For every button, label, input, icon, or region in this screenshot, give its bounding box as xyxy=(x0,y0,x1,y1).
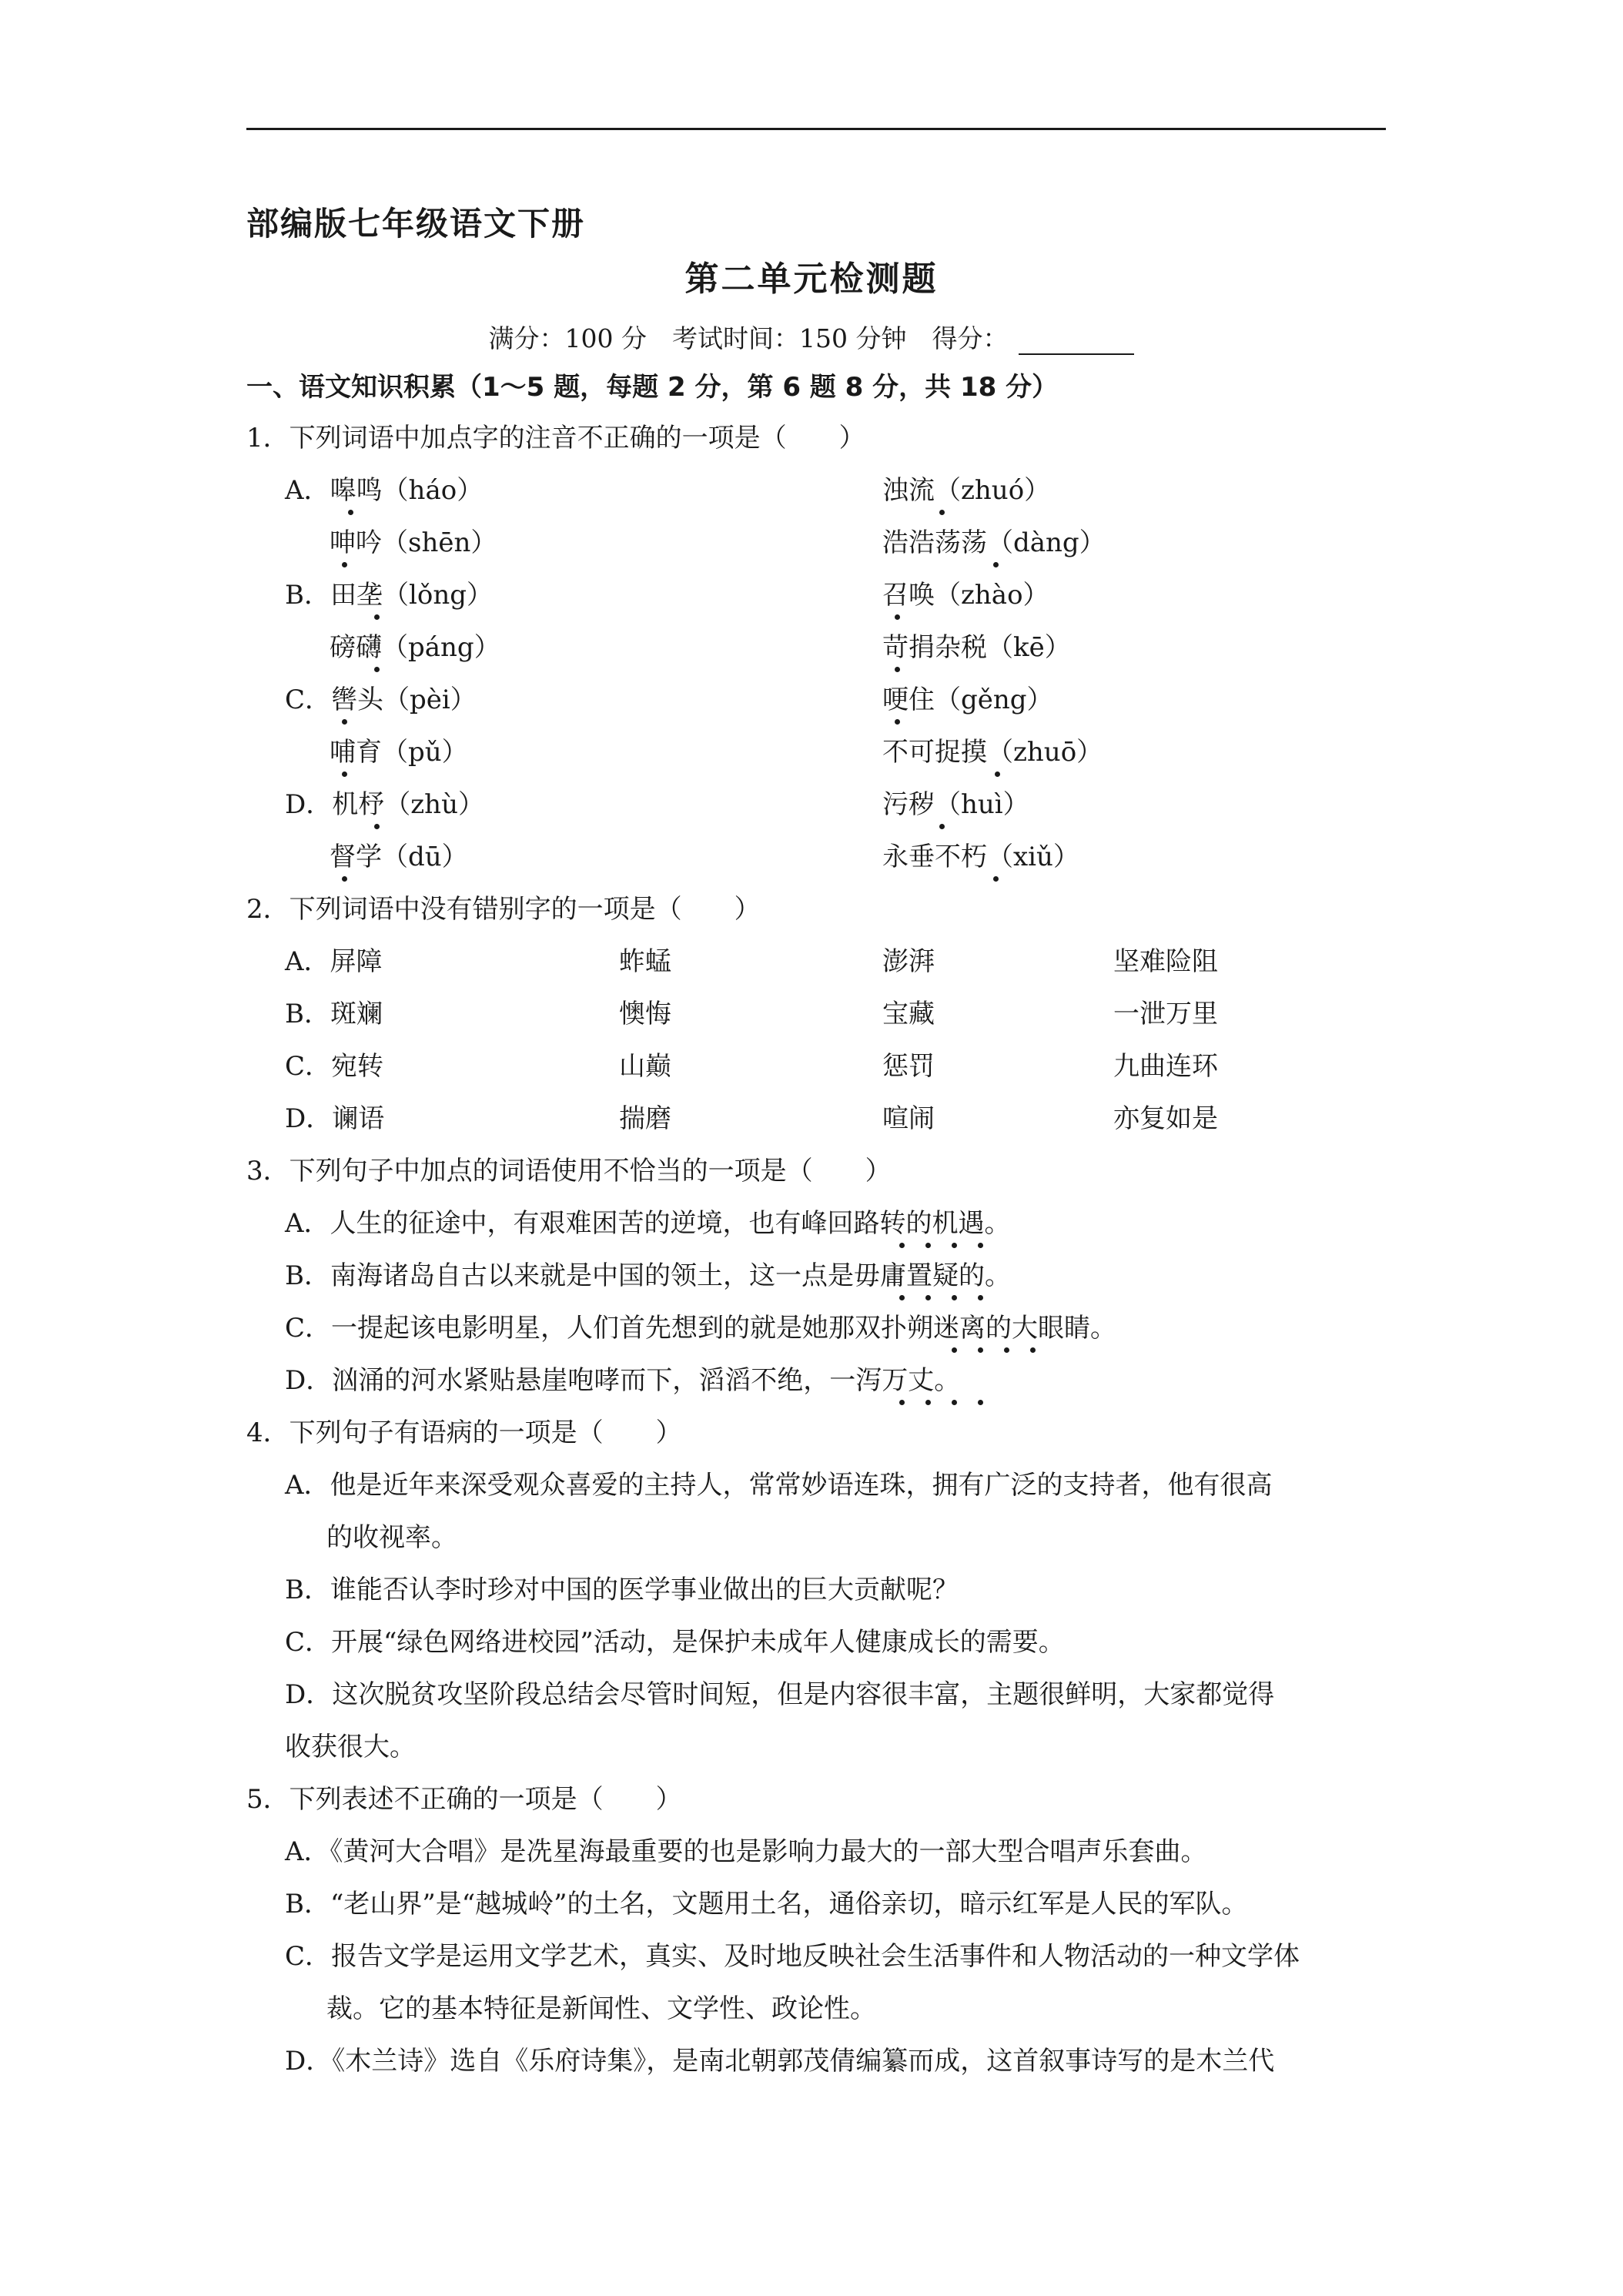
q1-option-d-word3: 督学（dū） xyxy=(330,842,468,872)
q2-a-4: 坚难险阻 xyxy=(1113,946,1218,977)
q1-option-d-word2: 污秽（huì） xyxy=(882,789,1029,820)
q2-a-3: 澎湃 xyxy=(882,946,935,977)
q1-option-b-word2: 召唤（zhào） xyxy=(882,580,1049,611)
emphasis-dot xyxy=(978,1400,983,1405)
q2-c-4: 九曲连环 xyxy=(1113,1051,1218,1082)
score-blank[interactable] xyxy=(1019,330,1134,355)
q4-option-d-line2: 收获很大。 xyxy=(285,1732,416,1762)
emphasis-dot xyxy=(895,667,900,672)
q5-option-c-line1: C．报告文学是运用文学艺术，真实、及时地反映社会生活事件和人物活动的一种文学体 xyxy=(285,1941,1300,1972)
emphasis-dot xyxy=(939,510,945,515)
question-4-stem: 4．下列句子有语病的一项是（ ） xyxy=(246,1417,682,1448)
q1-option-a-word3: 呻吟（shēn） xyxy=(330,527,497,558)
question-5-stem: 5．下列表述不正确的一项是（ ） xyxy=(246,1784,682,1815)
emphasis-dot xyxy=(348,510,353,515)
q2-c-2: 山巅 xyxy=(619,1051,671,1082)
emphasis-dot xyxy=(899,1243,905,1248)
q3-option-b: B．南海诸岛自古以来就是中国的领土，这一点是毋庸置疑的。 xyxy=(285,1260,1011,1291)
q3-option-a: A．人生的征途中，有艰难困苦的逆境，也有峰回路转的机遇。 xyxy=(285,1208,1011,1239)
emphasis-dot xyxy=(952,1243,957,1248)
q2-d-2: 揣磨 xyxy=(619,1103,671,1134)
emphasis-dot xyxy=(952,1400,957,1405)
q2-b-3: 宝藏 xyxy=(882,999,935,1029)
emphasis-dot xyxy=(342,876,347,882)
q3-option-c: C．一提起该电影明星，人们首先想到的就是她那双扑朔迷离的大眼睛。 xyxy=(285,1313,1117,1344)
top-rule xyxy=(246,128,1386,130)
q1-option-c-word2: 哽住（gěng） xyxy=(882,684,1053,715)
q2-d-1: D．谰语 xyxy=(285,1103,385,1134)
q1-option-b-word4: 苛捐杂税（kē） xyxy=(882,632,1071,663)
q2-c-3: 惩罚 xyxy=(882,1051,935,1082)
q4-option-b: B．谁能否认李时珍对中国的医学事业做出的巨大贡献呢？ xyxy=(285,1575,959,1605)
emphasis-dot xyxy=(899,1400,905,1405)
unit-title: 第二单元检测题 xyxy=(684,259,939,299)
emphasis-dot xyxy=(895,614,900,620)
q2-b-2: 懊悔 xyxy=(619,999,671,1029)
q1-option-c-word1: C．辔头（pèi） xyxy=(285,684,477,715)
emphasis-dot xyxy=(978,1243,983,1248)
q2-b-4: 一泄万里 xyxy=(1113,999,1218,1029)
q2-d-3: 喧闹 xyxy=(882,1103,935,1134)
emphasis-dot xyxy=(925,1400,931,1405)
q1-option-c-word3: 哺育（pǔ） xyxy=(330,737,468,768)
question-1-stem: 1．下列词语中加点字的注音不正确的一项是（ ） xyxy=(246,423,865,454)
emphasis-dot xyxy=(342,771,347,777)
q2-d-4: 亦复如是 xyxy=(1113,1103,1218,1134)
q2-b-1: B．斑斓 xyxy=(285,999,383,1029)
q1-option-a-word4: 浩浩荡荡（dàng） xyxy=(882,527,1106,558)
emphasis-dot xyxy=(993,876,999,882)
emphasis-dot xyxy=(939,824,945,829)
emphasis-dot xyxy=(899,1295,905,1300)
q3-option-d: D．汹涌的河水紧贴悬崖咆哮而下，滔滔不绝，一泻万丈。 xyxy=(285,1365,961,1396)
q4-option-a-line2: 的收视率。 xyxy=(326,1522,457,1553)
q5-option-c-line2: 裁。它的基本特征是新闻性、文学性、政论性。 xyxy=(326,1993,876,2024)
q1-option-d-word4: 永垂不朽（xiǔ） xyxy=(882,842,1079,872)
emphasis-dot xyxy=(342,562,347,567)
q2-a-1: A．屏障 xyxy=(285,946,383,977)
emphasis-dot xyxy=(925,1295,931,1300)
emphasis-dot xyxy=(374,824,380,829)
emphasis-dot xyxy=(1030,1347,1036,1353)
emphasis-dot xyxy=(952,1295,957,1300)
emphasis-dot xyxy=(993,562,999,567)
q2-c-1: C．宛转 xyxy=(285,1051,384,1082)
q4-option-c: C．开展“绿色网络进校园”活动，是保护未成年人健康成长的需要。 xyxy=(285,1627,1065,1658)
emphasis-dot xyxy=(925,1243,931,1248)
emphasis-dot xyxy=(952,1347,957,1353)
emphasis-dot xyxy=(978,1295,983,1300)
q1-option-b-word3: 磅礴（páng） xyxy=(330,632,500,663)
q1-option-a-word1: A．嗥鸣（háo） xyxy=(285,475,484,506)
emphasis-dot xyxy=(374,667,380,672)
emphasis-dot xyxy=(895,719,900,725)
q1-option-d-word1: D．机杼（zhù） xyxy=(285,789,484,820)
emphasis-dot xyxy=(978,1347,983,1353)
q5-option-b: B．“老山界”是“越城岭”的土名，文题用土名，通俗亲切，暗示红军是人民的军队。 xyxy=(285,1889,1248,1919)
q1-option-c-word4: 不可捉摸（zhuō） xyxy=(882,737,1103,768)
q4-option-d-line1: D．这次脱贫攻坚阶段总结会尽管时间短，但是内容很丰富，主题很鲜明，大家都觉得 xyxy=(285,1679,1275,1710)
question-2-stem: 2．下列词语中没有错别字的一项是（ ） xyxy=(246,894,761,925)
emphasis-dot xyxy=(995,771,1000,777)
q1-option-b-word1: B．田垄（lǒng） xyxy=(285,580,493,611)
emphasis-dot xyxy=(1004,1347,1009,1353)
q1-option-a-word2: 浊流（zhuó） xyxy=(882,475,1051,506)
exam-info xyxy=(0,319,1623,355)
q2-a-2: 蚱蜢 xyxy=(619,946,671,977)
question-3-stem: 3．下列句子中加点的词语使用不恰当的一项是（ ） xyxy=(246,1156,892,1186)
q4-option-a-line1: A．他是近年来深受观众喜爱的主持人，常常妙语连珠，拥有广泛的支持者，他有很高 xyxy=(285,1470,1273,1501)
emphasis-dot xyxy=(342,719,347,725)
emphasis-dot xyxy=(374,614,380,620)
document-title: 部编版七年级语文下册 xyxy=(246,205,586,243)
q5-option-a: A．《黄河大合唱》是冼星海最重要的也是影响力最大的一部大型合唱声乐套曲。 xyxy=(285,1836,1207,1867)
q5-option-d-line1: D．《木兰诗》选自《乐府诗集》，是南北朝郭茂倩编纂而成，这首叙事诗写的是木兰代 xyxy=(285,2046,1275,2077)
exam-info-text: 满分：100 分 考试时间：150 分钟 得分： xyxy=(488,323,1009,353)
section-1-heading: 一、语文知识积累（1～5 题，每题 2 分，第 6 题 8 分，共 18 分） xyxy=(246,372,1059,403)
